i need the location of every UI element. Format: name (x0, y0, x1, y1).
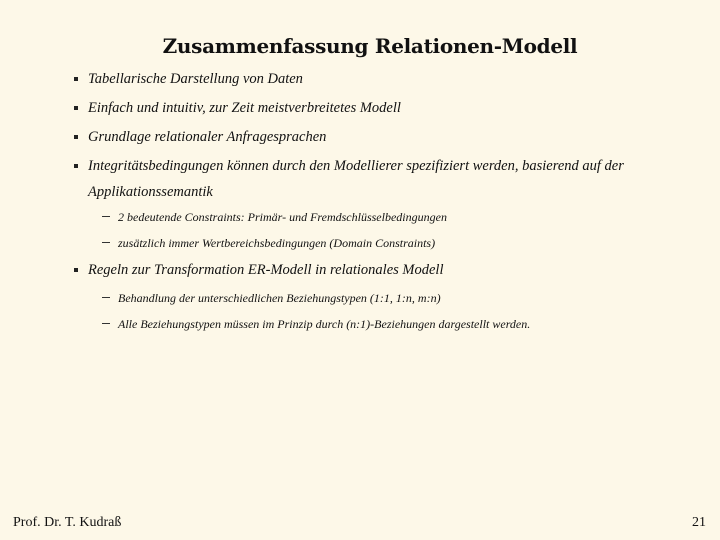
bullet-item (88, 66, 648, 92)
sub-bullet-text: zusätzlich immer Wertbereichsbedingungen (Domain Constraints) (118, 236, 436, 250)
sub-bullet-text: Behandlung der unterschiedlichen Beziehungstypen (1:1, 1:n, m:n) (118, 291, 441, 305)
sub-bullet-item (118, 316, 658, 332)
square-bullet-icon (74, 106, 78, 110)
dash-bullet-icon (102, 297, 110, 298)
bullet-item (88, 124, 648, 150)
dash-bullet-icon (102, 323, 110, 324)
sub-bullet-item (118, 209, 658, 225)
dash-bullet-icon (102, 242, 110, 243)
footer-author: Prof. Dr. T. Kudraß (13, 515, 122, 530)
dash-bullet-icon (102, 216, 110, 217)
bullet-text: Einfach und intuitiv, zur Zeit meistverbreitetes Modell (88, 100, 401, 116)
bullet-item (88, 95, 648, 121)
square-bullet-icon (74, 164, 78, 168)
slide-title: Zusammenfassung Relationen-Modell (162, 34, 578, 58)
sub-bullet-text: Alle Beziehungstypen müssen im Prinzip durch (n:1)-Beziehungen dargestellt werden. (118, 317, 531, 331)
sub-bullet-item (118, 235, 658, 251)
square-bullet-icon (74, 77, 78, 81)
page-number: 21 (692, 515, 706, 530)
bullet-text: Tabellarische Darstellung von Daten (88, 71, 303, 87)
bullet-item (88, 153, 648, 205)
square-bullet-icon (74, 268, 78, 272)
sub-bullet-item (118, 290, 658, 306)
bullet-text: Grundlage relationaler Anfragesprachen (88, 129, 327, 145)
sub-bullet-text: 2 bedeutende Constraints: Primär- und Fremdschlüsselbedingungen (118, 210, 447, 224)
square-bullet-icon (74, 135, 78, 139)
bullet-item (88, 257, 648, 283)
bullet-text: Regeln zur Transformation ER-Modell in relationales Modell (88, 262, 444, 278)
bullet-text: Integritätsbedingungen können durch den Modellierer spezifiziert werden, basierend auf der Applikationssemantik (88, 158, 624, 200)
